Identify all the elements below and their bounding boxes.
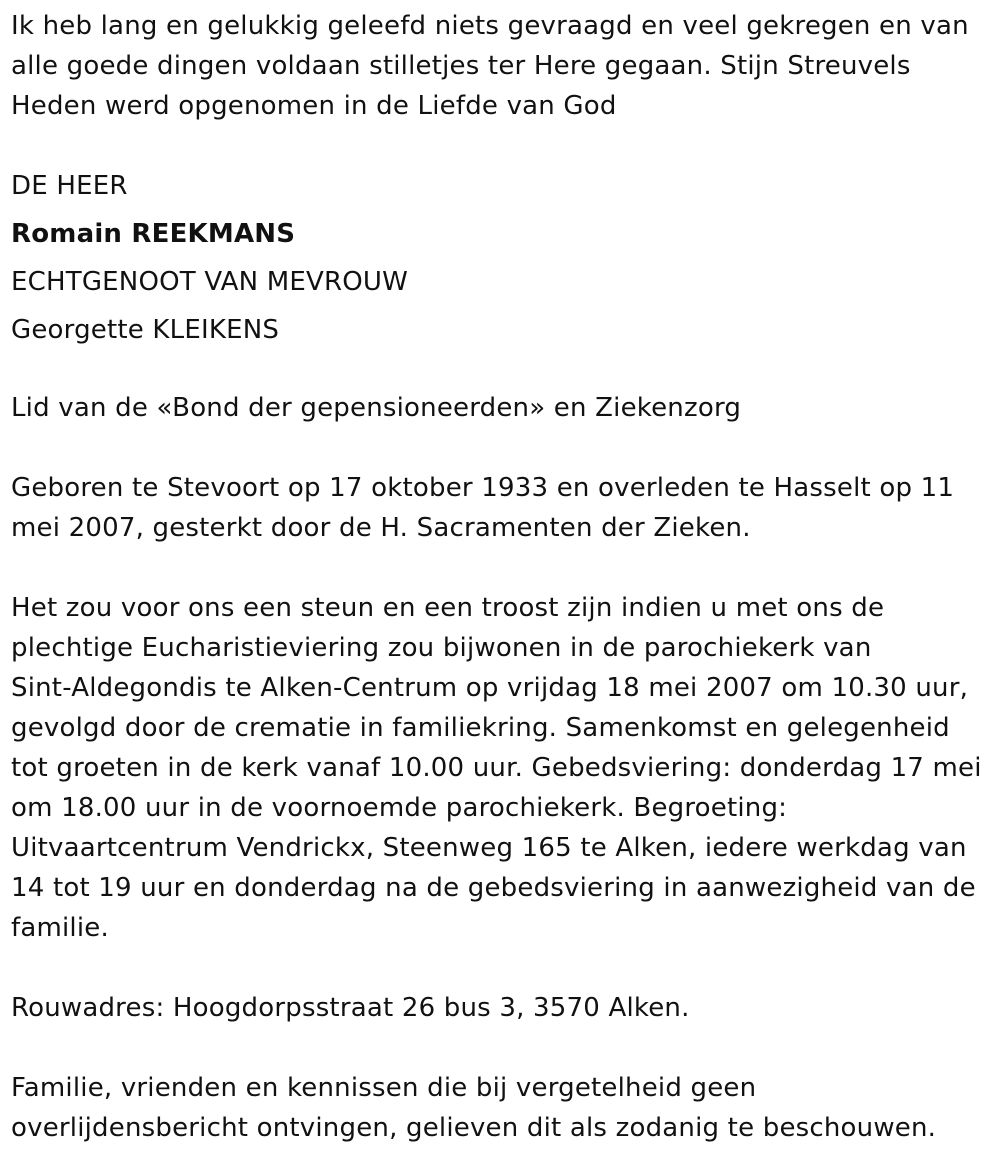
ceremony-line: gevolgd door de crematie in familiekring. Samenkomst en gelegenheid xyxy=(11,713,950,743)
address-paragraph xyxy=(11,988,991,1028)
deceased-block xyxy=(11,162,991,354)
notice-line: Familie, vrienden en kennissen die bij vergetelheid geen xyxy=(11,1073,757,1103)
birth-death-paragraph xyxy=(11,468,991,548)
notice-line: overlijdensbericht ontvingen, gelieven dit als zodanig te beschouwen. xyxy=(11,1113,937,1143)
quote-line: Ik heb lang en gelukkig geleefd niets gevraagd en veel gekregen en van xyxy=(11,11,969,41)
ceremony-line: Sint-Aldegondis te Alken-Centrum op vrijdag 18 mei 2007 om 10.30 uur, xyxy=(11,673,969,703)
obituary-notice xyxy=(11,6,991,1148)
ceremony-paragraph xyxy=(11,588,991,948)
membership-paragraph xyxy=(11,388,991,428)
opening-quote xyxy=(11,6,991,126)
address-line: Rouwadres: Hoogdorpsstraat 26 bus 3, 3570 Alken. xyxy=(11,993,690,1023)
birth-death-line: mei 2007, gesterkt door de H. Sacramenten der Zieken. xyxy=(11,513,751,543)
relation-label: ECHTGENOOT VAN MEVROUW xyxy=(11,267,409,297)
ceremony-line: Het zou voor ons een steun en een troost zijn indien u met ons de xyxy=(11,593,885,623)
quote-line: alle goede dingen voldaan stilletjes ter Here gegaan. Stijn Streuvels xyxy=(11,51,911,81)
ceremony-line: Uitvaartcentrum Vendrickx, Steenweg 165 te Alken, iedere werkdag van xyxy=(11,833,967,863)
membership-line: Lid van de «Bond der gepensioneerden» en Ziekenzorg xyxy=(11,393,742,423)
deceased-name: Romain REEKMANS xyxy=(11,219,296,249)
ceremony-line: tot groeten in de kerk vanaf 10.00 uur. Gebedsviering: donderdag 17 mei xyxy=(11,753,982,783)
quote-line: Heden werd opgenomen in de Liefde van God xyxy=(11,91,617,121)
birth-death-line: Geboren te Stevoort op 17 oktober 1933 en overleden te Hasselt op 11 xyxy=(11,473,955,503)
ceremony-line: plechtige Eucharistieviering zou bijwonen in de parochiekerk van xyxy=(11,633,872,663)
ceremony-line: om 18.00 uur in de voornoemde parochiekerk. Begroeting: xyxy=(11,793,788,823)
ceremony-line: familie. xyxy=(11,913,109,943)
honorific: DE HEER xyxy=(11,171,128,201)
spouse-name: Georgette KLEIKENS xyxy=(11,315,280,345)
notice-paragraph xyxy=(11,1068,991,1148)
ceremony-line: 14 tot 19 uur en donderdag na de gebedsviering in aanwezigheid van de xyxy=(11,873,976,903)
